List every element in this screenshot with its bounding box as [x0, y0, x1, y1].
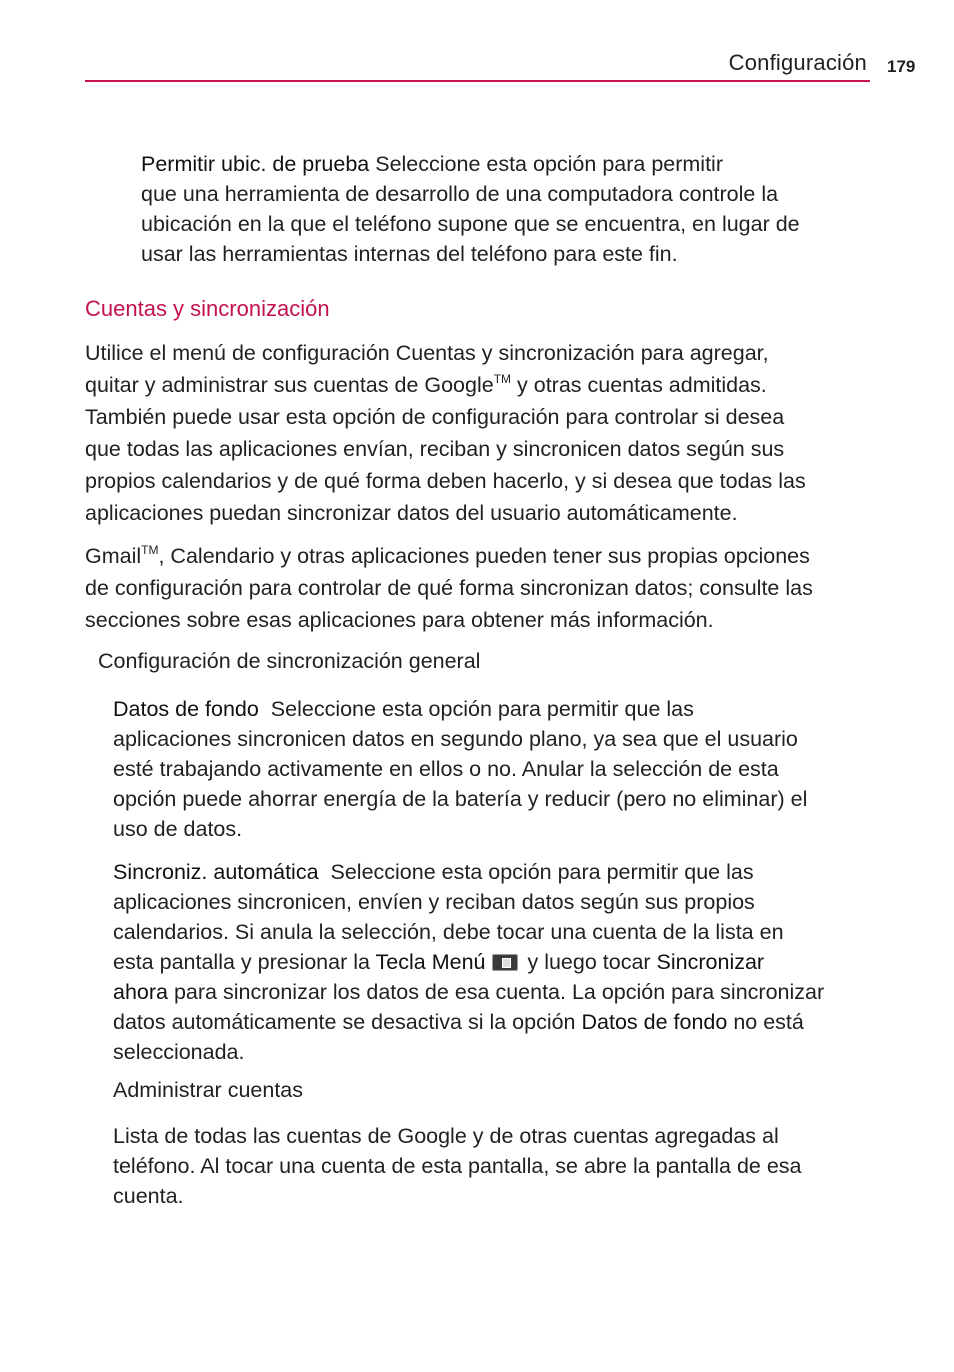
paragraph-mock-location: Permitir ubic. de prueba Seleccione esta opción para permitir que una herramienta de desarrollo de una computadora controle la ubicación en la que el teléfono supone que se encuentra, en lugar de usar las herramientas internas del teléfono para este fin.: [141, 152, 800, 266]
paragraph-background-data: Datos de fondo Seleccione esta opción para permitir que las aplicaciones sincronicen datos en segundo plano, ya sea que el usuario esté trabajando activamente en ellos o no. Anular la selección de esta opción puede ahorrar energía de la batería y reducir (pero no eliminar) el uso de datos.: [113, 697, 808, 841]
trademark-mark: TM: [493, 372, 512, 386]
menu-key-icon: [492, 954, 518, 971]
term-sync-now: Sincronizar: [656, 950, 765, 974]
header-title: Configuración: [728, 50, 867, 75]
trademark-mark: TM: [141, 543, 159, 557]
paragraph-manage-accounts: Lista de todas las cuentas de Google y de otras cuentas agregadas al teléfono. Al tocar una cuenta de esta pantalla, se abre la pantalla de esa cuenta.: [113, 1124, 802, 1208]
header-rule: [85, 80, 870, 82]
term-menu-key: Tecla Menú: [375, 950, 486, 974]
term-background-data: Datos de fondo: [113, 697, 259, 721]
term-mock-location: Permitir ubic. de prueba: [141, 152, 370, 176]
term-auto-sync: Sincroniz. automática: [113, 860, 319, 884]
section-title: Cuentas y sincronización: [85, 296, 330, 321]
paragraph-accounts-intro: Utilice el menú de configuración Cuentas y sincronización para agregar, quitar y administrar sus cuentas de Google™ y otras cuentas admitidas. También puede usar esta opción de configuración para controlar si desea que todas las aplicaciones envían, reciban y sincronicen datos según sus propios calendarios y de qué forma deben hacerlo, y si desea que todas las aplicaciones puedan sincronizar datos del usuario automáticamente.: [85, 341, 806, 525]
term-background-data-ref: Datos de fondo: [581, 1010, 728, 1034]
paragraph-gmail: Gmail™, Calendario y otras aplicaciones pueden tener sus propias opciones de configuración para controlar de qué forma sincronizan datos; consulte las secciones sobre esas aplicaciones para obtener más información.: [85, 543, 813, 632]
paragraph-auto-sync: Sincroniz. automática Seleccione esta opción para permitir que las aplicaciones sincronicen, envíen y reciban datos según sus propios calendarios. Si anula la selección, debe tocar una cuenta de la lista en esta pantalla y presionar la Tecla Menú y luego tocar Sincronizar ahora para sincronizar los datos de esa cuenta. La opción para sincronizar datos automáticamente se desactiva si la opción Datos de fondo no está seleccionada.: [113, 860, 825, 1064]
page-number: 179: [887, 57, 916, 76]
sub-heading-general-sync: Configuración de sincronización general: [98, 649, 481, 673]
sub-heading-manage-accounts: Administrar cuentas: [113, 1078, 303, 1102]
